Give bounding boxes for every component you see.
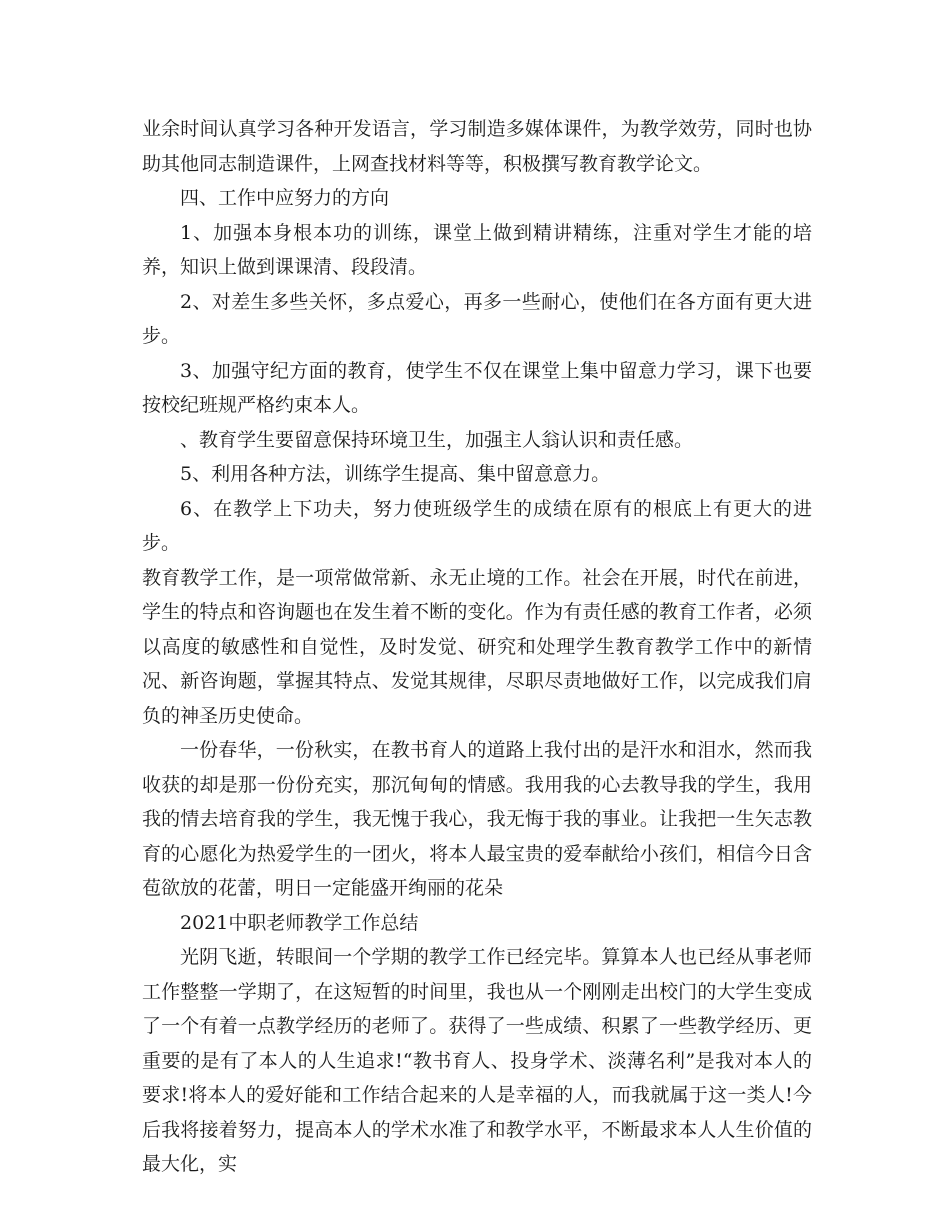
paragraph-intro-continuation: 业余时间认真学习各种开发语言，学习制造多媒体课件，为教学效劳，同时也协助其他同志制造课件，上网查找材料等等，积极撰写教育教学论文。 — [142, 118, 812, 175]
list-item-6: 6、在教学上下功夫，努力使班级学生的成绩在原有的根底上有更大的进步。 — [142, 497, 812, 554]
paragraph-time-flies: 光阴飞逝，转眼间一个学期的教学工作已经完毕。算算本人也已经从事老师工作整整一学期了，在这短暂的时间里，我也从一个刚刚走出校门的大学生变成了一个有着一点教学经历的老师了。获得了一些成绩、积累了一些教学经历、更重要的是有了本人的人生追求!“教书育人、投身学术、淡薄名利”是我对本人的要求!将本人的爱好能和工作结合起来的人是幸福的人，而我就属于这一类人!今后我将接着努力，提高本人的学术水准了和教学水平，不断最求本人人生价值的最大化，实 — [142, 946, 812, 1175]
list-item-3: 3、加强守纪方面的教育，使学生不仅在课堂上集中留意力学习，课下也要按校纪班规严格约束本人。 — [142, 359, 812, 416]
section-title-summary: 2021中职老师教学工作总结 — [180, 911, 419, 934]
document-page — [142, 112, 812, 1182]
section-heading-work-direction: 四、工作中应努力的方向 — [180, 187, 390, 209]
list-item-5: 5、利用各种方法，训练学生提高、集中留意意力。 — [180, 463, 611, 485]
list-item-4: 、教育学生要留意保持环境卫生，加强主人翁认识和责任感。 — [180, 428, 694, 451]
list-item-1: 1、加强本身根本功的训练，课堂上做到精讲精练，注重对学生才能的培养，知识上做到课课清、段段清。 — [142, 221, 812, 278]
paragraph-education-work: 教育教学工作，是一项常做常新、永无止境的工作。社会在开展，时代在前进，学生的特点和咨询题也在发生着不断的变化。作为有责任感的教育工作者，必须以高度的敏感性和自觉性，及时发觉、研究和处理学生教育教学工作中的新情况、新咨询题，掌握其特点、发觉其规律，尽职尽责地做好工作，以完成我们肩负的神圣历史使命。 — [142, 566, 812, 727]
paragraph-spring-autumn: 一份春华，一份秋实，在教书育人的道路上我付出的是汗水和泪水，然而我收获的却是那一份份充实，那沉甸甸的情感。我用我的心去教导我的学生，我用我的情去培育我的学生，我无愧于我心，我无悔于我的事业。让我把一生矢志教育的心愿化为热爱学生的一团火，将本人最宝贵的爱奉献给小孩们，相信今日含苞欲放的花蕾，明日一定能盛开绚丽的花朵 — [142, 739, 812, 899]
list-item-2: 2、对差生多些关怀，多点爱心，再多一些耐心，使他们在各方面有更大进步。 — [142, 290, 812, 347]
